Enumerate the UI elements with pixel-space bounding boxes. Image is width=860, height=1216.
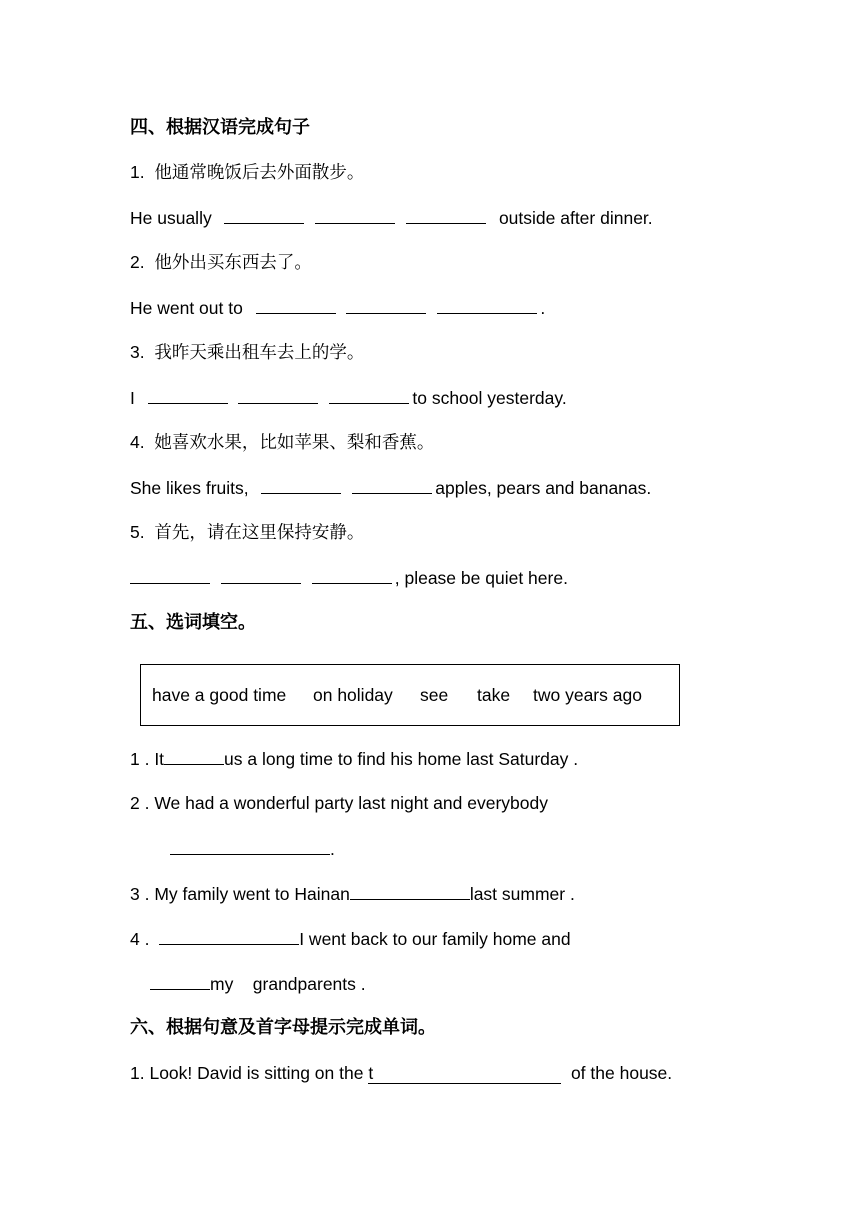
answer-blank[interactable]: [224, 205, 304, 224]
answer-blank[interactable]: [159, 926, 299, 945]
word-bank-item: two years ago: [533, 685, 642, 705]
answer-blank[interactable]: [312, 565, 392, 584]
s5-q2-continued: .: [170, 836, 335, 861]
s5-q1: 1 . It us a long time to find his home last Saturday .: [130, 746, 578, 771]
answer-blank[interactable]: [437, 295, 537, 314]
word-bank-item: on holiday: [313, 685, 393, 705]
word-bank-item: take: [477, 685, 511, 705]
word-bank-item: have a good time: [152, 685, 287, 705]
answer-blank[interactable]: [406, 205, 486, 224]
answer-blank[interactable]: [315, 205, 395, 224]
s6-q1: 1. Look! David is sitting on the t of the house.: [130, 1063, 673, 1083]
word-bank-item: see: [420, 685, 449, 705]
s4-q4-english: She likes fruits, apples, pears and bananas.: [130, 475, 651, 500]
answer-blank[interactable]: [350, 881, 470, 900]
answer-blank[interactable]: [352, 475, 432, 494]
answer-blank[interactable]: [150, 971, 210, 990]
answer-blank[interactable]: [170, 836, 330, 855]
answer-blank[interactable]: [164, 746, 224, 765]
s4-q4-chinese: 4. 她喜欢水果，比如苹果、梨和香蕉。: [130, 432, 435, 453]
answer-blank[interactable]: [329, 385, 409, 404]
s4-q2-chinese: 2. 他外出买东西去了。: [130, 252, 312, 273]
s4-q3-chinese: 3. 我昨天乘出租车去上的学。: [130, 342, 365, 363]
answer-blank[interactable]: [238, 385, 318, 404]
answer-blank[interactable]: [148, 385, 228, 404]
s4-q5-chinese: 5. 首先，请在这里保持安静。: [130, 522, 365, 543]
answer-blank[interactable]: [346, 295, 426, 314]
s4-q3-english: I to school yesterday.: [130, 385, 567, 410]
section4-heading: 四、根据汉语完成句子: [130, 117, 310, 138]
answer-blank[interactable]: t: [368, 1063, 561, 1084]
section6-heading: 六、根据句意及首字母提示完成单词。: [130, 1017, 436, 1038]
answer-blank[interactable]: [261, 475, 341, 494]
s5-q3: 3 . My family went to Hainan last summer .: [130, 881, 575, 906]
s5-q4: 4 . I went back to our family home and: [130, 926, 571, 951]
s4-q2-english: He went out to .: [130, 295, 545, 320]
answer-blank[interactable]: [130, 565, 210, 584]
s4-q5-english: , please be quiet here.: [130, 565, 568, 590]
section5-heading: 五、选词填空。: [130, 612, 256, 633]
answer-blank[interactable]: [221, 565, 301, 584]
s5-q4-continued: my grandparents .: [150, 971, 366, 996]
word-bank-box: [140, 664, 680, 726]
s4-q1-english: He usually outside after dinner.: [130, 205, 653, 230]
s4-q1-chinese: 1. 他通常晚饭后去外面散步。: [130, 162, 365, 183]
s5-q2: 2 . We had a wonderful party last night and everybody: [130, 793, 548, 813]
answer-blank[interactable]: [256, 295, 336, 314]
